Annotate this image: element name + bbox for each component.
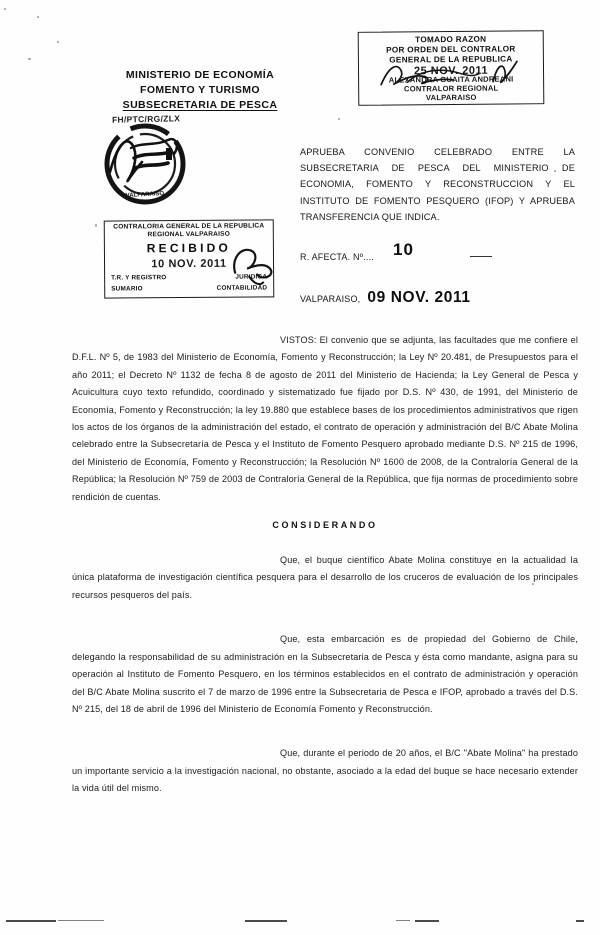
subsecretaria-seal-stamp: [98, 118, 192, 206]
contralor-name: ALEXANDRA GUAITA ANDREANI: [388, 74, 514, 85]
stamp-recibido: [104, 219, 275, 298]
scan-edge-artifact: [396, 920, 410, 921]
date-stamp: 09 NOV. 2011: [367, 289, 471, 306]
svg-text:VALPARAISO: VALPARAISO: [125, 190, 165, 200]
ministry-line-3: SUBSECRETARIA DE PESCA: [122, 99, 278, 111]
paragraph-considerando-1: Que, el buque científico Abate Molina constituye en la actualidad la única plataforma de investigación científica pesquera para el desarrollo de los cruceros de evaluación de los principales recursos pesqueros del país.: [72, 555, 578, 600]
stamp-tomado-line-1: TOMADO RAZON: [415, 34, 487, 45]
scan-edge-artifact: [58, 920, 104, 921]
subject-block: APRUEBA CONVENIO CELEBRADO ENTRE LA SUBSECRETARIA DE PESCA DEL MINISTERIO DE ECONOMIA, FOMENTO Y RECONSTRUCCION Y EL INSTITUTO DE FOMENTO PESQUERO (IFOP) Y APRUEBA TRANSFERENCIA QUE INDICA.: [300, 147, 575, 222]
stamp-tomado-date: 25 NOV. 2011: [413, 64, 489, 78]
scan-edge-artifact: [6, 920, 56, 922]
scan-speckle: [57, 41, 59, 43]
stamp-recibido-org: [105, 220, 273, 240]
contralor-title: CONTRALOR REGIONAL: [403, 83, 499, 94]
seal-icon: [98, 118, 192, 206]
contralor-location: VALPARAISO: [425, 92, 477, 103]
scan-speckle: [338, 118, 340, 120]
document-body: [72, 332, 578, 811]
stamp-tomado-razon: [358, 30, 545, 106]
considerando-heading: CONSIDERANDO: [272, 520, 378, 531]
stamp-field-contabilidad: CONTABILIDAD: [216, 284, 268, 292]
ministry-header: [84, 68, 316, 113]
scan-edge-artifact: [576, 920, 584, 922]
afecta-dash: [470, 256, 492, 257]
stamp-tomado-line-2: POR ORDEN DEL CONTRALOR: [386, 44, 516, 55]
ministry-line-2: FOMENTO Y TURISMO: [140, 84, 260, 96]
scan-speckle: [95, 224, 97, 227]
paragraph-considerando-2: Que, esta embarcación es de propiedad del Gobierno de Chile, delegando la responsabilidad de su administración en la Subsecretaria de Pesca y ésta como mandante, asigna para su operación al Instituto de Fomento Pesquero, en los términos establecidos en el contrato de administración y operación del B/C Abate Molina suscrito el 7 de marzo de 1996 entre la Subsecretaria de Pesca e IFOP, aprobado a través del D.S. Nº 215, del 18 de abril de 1996 del Ministerio de Economía Fomento y Reconstrucción.: [72, 634, 578, 714]
reference-code: FH/PTC/RG/ZLX: [111, 113, 181, 125]
scan-speckle: [37, 16, 39, 18]
resolution-afecta-label: R. AFECTA. Nº....: [300, 252, 375, 262]
stamp-tomado-signer: [359, 74, 543, 103]
stamp-recibido-date: 10 NOV. 2011: [151, 257, 227, 271]
stamp-field-tr-registro: T.R. Y REGISTRO: [111, 274, 167, 282]
recibido-initials-mark: [225, 242, 279, 288]
paragraph-considerando-3: Que, durante el periodo de 20 años, el B/C "Abate Molina" ha prestado un importante servicio a la investigación nacional, no obstante, asociado a la edad del buque se hace necesario extender la vida útil del mismo.: [72, 748, 578, 794]
place-and-date: [300, 289, 471, 307]
place-label: VALPARAISO,: [300, 294, 361, 304]
scan-edge-artifact: [415, 920, 439, 922]
resolution-number: 10: [393, 240, 414, 259]
stamp-tomado-line-3: GENERAL DE LA REPUBLICA: [389, 54, 513, 65]
stamp-recibido-word: RECIBIDO: [146, 240, 232, 256]
scan-speckle: [4, 8, 6, 10]
scan-speckle: [28, 58, 31, 60]
stamp-recibido-org-line-2: REGIONAL VALPARAISO: [147, 231, 231, 239]
stamp-field-sumario: SUMARIO: [111, 285, 143, 293]
ministry-line-1: MINISTERIO DE ECONOMÍA: [125, 69, 275, 81]
scan-edge-artifact: [245, 920, 287, 922]
stamp-recibido-org-line-1: CONTRALORIA GENERAL DE LA REPUBLICA: [113, 222, 265, 231]
stamp-field-juridica: JURIDICA: [235, 273, 268, 281]
paragraph-vistos: VISTOS: El convenio que se adjunta, las facultades que me confiere el D.F.L. Nº 5, de 1983 del Ministerio de Economía, Fomento y Reconstrucción; la Ley Nº 20.481, de Presupuestos para el año 2011; el Decreto Nº 1132 de fecha 8 de agosto de 2011 del Ministerio de Hacienda; la Ley General de Pesca y Acuicultura cuyo texto refundido, coordinado y sistematizado fue fijado por D.S. Nº 430, de 1991, del Ministerio de Economía, Fomento y Reconstrucción; la ley 19.880 que establece bases de los procedimientos administrativos que rigen los actos de los órganos de la administración del estado, el contrato de operación y administración del B/C Abate Molina celebrado entre la Subsecretaría de Pesca y el Instituto de Fomento Pesquero aprobado mediante D.S. Nº 215 de 1996, del Ministerio de Economía, Fomento y Reconstrucción; la Resolución Nº 1600 de 2008, de la Contraloría General de la República; la Resolución Nº 759 de 2003 de Contraloría General de la República, que fija normas de procedimiento sobre rendición de cuentas.: [72, 335, 578, 502]
